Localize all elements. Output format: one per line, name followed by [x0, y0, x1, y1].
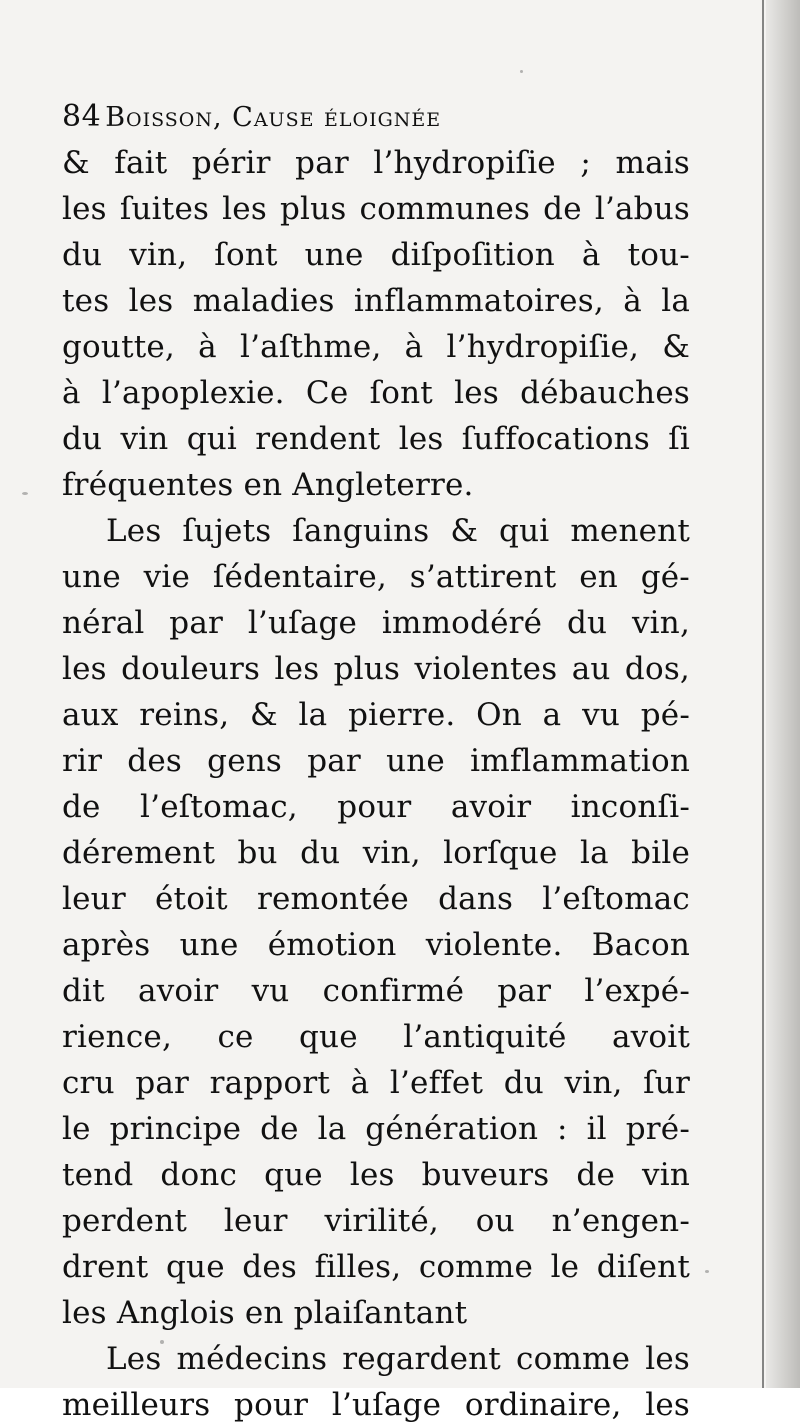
text-line: drent que des filles, comme le diſent [62, 1249, 690, 1285]
running-head [62, 94, 690, 140]
text-line: perdent leur virilité, ou n’engen- [62, 1203, 690, 1239]
text-line: rience, ce que l’antiquité avoit [62, 1019, 690, 1055]
text-line: goutte, à l’aſthme, à l’hydropiſie, & [62, 329, 690, 365]
page-gutter [766, 0, 800, 1388]
text-line: tes les maladies inflammatoires, à la [62, 283, 690, 319]
text-line: du vin qui rendent les ſuffocations ſi [62, 421, 690, 457]
text-line: dit avoir vu confirmé par l’expé- [62, 973, 690, 1009]
text-line: le principe de la génération : il pré- [62, 1111, 690, 1147]
ink-speck [22, 492, 28, 495]
text-line: meilleurs pour l’uſage ordinaire, les [62, 1387, 690, 1423]
text-line: de l’eſtomac, pour avoir inconſi- [62, 789, 690, 825]
text-line: tend donc que les buveurs de vin [62, 1157, 690, 1193]
text-line: & fait périr par l’hydropiſie ; mais [62, 145, 690, 181]
text-line: à l’apoplexie. Ce ſont les débauches [62, 375, 690, 411]
text-line: les ſuites les plus communes de l’abus [62, 191, 690, 227]
text-line: aux reins, & la pierre. On a vu pé- [62, 697, 690, 733]
running-head-title: Boisson, Cause éloignée [105, 102, 442, 133]
text-line: rir des gens par une imflammation [62, 743, 690, 779]
gutter-shadow-line [762, 0, 764, 1388]
page-number: 84 [62, 99, 102, 134]
text-line: néral par l’uſage immodéré du vin, [62, 605, 690, 641]
text-line: les douleurs les plus violentes au dos, [62, 651, 690, 687]
ink-speck [520, 70, 523, 73]
text-line: une vie ſédentaire, s’attirent en gé- [62, 559, 690, 595]
ink-speck [705, 1270, 709, 1273]
text-line: dérement bu du vin, lorſque la bile [62, 835, 690, 871]
text-line: les Anglois en plaiſantant [62, 1295, 468, 1331]
text-line: du vin, ſont une diſpoſition à tou- [62, 237, 690, 273]
paragraph-start-line: Les médecins regardent comme les [106, 1341, 690, 1377]
text-line: après une émotion violente. Bacon [62, 927, 690, 963]
text-line: cru par rapport à l’effet du vin, ſur [62, 1065, 690, 1101]
text-line: fréquentes en Angleterre. [62, 467, 474, 503]
page-text [62, 94, 690, 1428]
text-line: leur étoit remontée dans l’eſtomac [62, 881, 690, 917]
paragraph-start-line: Les ſujets ſanguins & qui menent [106, 513, 690, 549]
